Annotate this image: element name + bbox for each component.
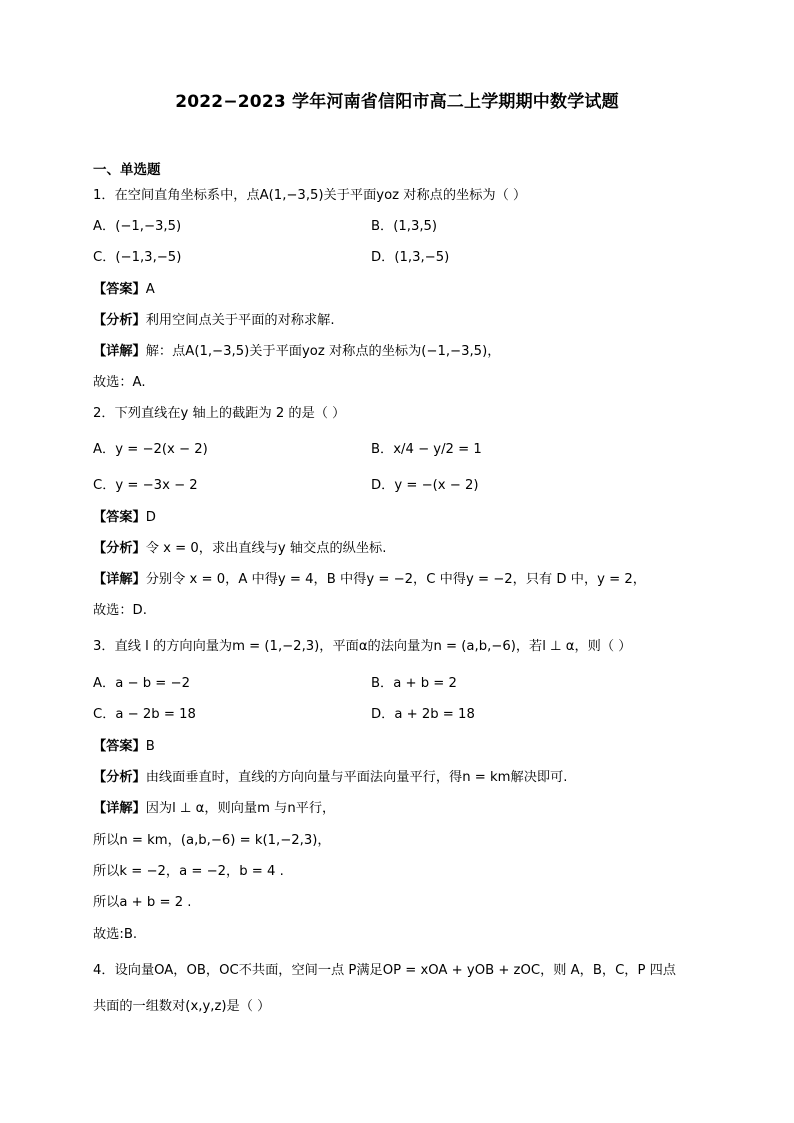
q2-analysis xyxy=(93,539,386,559)
analysis-tag: 【分析】 xyxy=(93,313,146,328)
detail-text: 分别令 x = 0，A 中得y = 4，B 中得y = −2，C 中得y = −2，只有 D 中，y = 2， xyxy=(145,572,646,587)
q2-option-b: B．x/4 − y/2 = 1 xyxy=(371,442,482,457)
analysis-tag: 【分析】 xyxy=(93,541,146,556)
answer-value: A xyxy=(145,282,155,297)
q1-analysis xyxy=(93,311,335,331)
answer-tag: 【答案】 xyxy=(93,739,146,754)
q3-analysis xyxy=(93,768,567,788)
detail-tag: 【详解】 xyxy=(93,344,146,359)
q3-option-b: B．a + b = 2 xyxy=(371,676,457,691)
q3-detail-line-3: 所以a + b = 2 . xyxy=(93,895,192,910)
q3-option-c: C．a − 2b = 18 xyxy=(93,707,196,722)
answer-tag: 【答案】 xyxy=(93,510,146,525)
q2-conclusion: 故选：D. xyxy=(93,603,147,618)
q1-stem: 1．在空间直角坐标系中，点A(1,−3,5)关于平面yoz 对称点的坐标为（ ） xyxy=(93,188,527,203)
q3-detail-line-1: 所以n = km，(a,b,−6) = k(1,−2,3)， xyxy=(93,833,331,848)
q4-stem-line-2: 共面的一组数对(x,y,z)是（ ） xyxy=(93,999,271,1014)
q1-option-c: C．(−1,3,−5) xyxy=(93,250,182,265)
q2-detail xyxy=(93,570,646,590)
q3-detail-line-2: 所以k = −2，a = −2，b = 4 . xyxy=(93,864,284,879)
detail-tag: 【详解】 xyxy=(93,572,146,587)
analysis-text: 利用空间点关于平面的对称求解. xyxy=(145,313,335,328)
q4-stem-line-1: 4．设向量OA，OB，OC不共面，空间一点 P满足OP = xOA + yOB + zOC，则 A，B，C，P 四点 xyxy=(93,963,676,978)
answer-value: D xyxy=(145,510,156,525)
q3-stem: 3．直线 l 的方向向量为m = (1,−2,3)，平面α的法向量为n = (a,b,−6)，若l ⊥ α，则（ ） xyxy=(93,639,632,654)
q3-answer xyxy=(93,737,155,757)
q2-stem: 2．下列直线在y 轴上的截距为 2 的是（ ） xyxy=(93,406,346,421)
q3-option-a: A．a − b = −2 xyxy=(93,676,190,691)
analysis-text: 由线面垂直时，直线的方向向量与平面法向量平行，得n = km解决即可. xyxy=(145,770,568,785)
q1-conclusion: 故选：A. xyxy=(93,375,146,390)
analysis-tag: 【分析】 xyxy=(93,770,146,785)
q3-option-d: D．a + 2b = 18 xyxy=(371,707,475,722)
section-heading: 一、单选题 xyxy=(93,162,161,178)
q2-option-c: C．y = −3x − 2 xyxy=(93,478,198,493)
q2-option-d: D．y = −(x − 2) xyxy=(371,478,479,493)
detail-text: 因为l ⊥ α，则向量m 与n平行， xyxy=(145,801,336,816)
q1-option-b: B．(1,3,5) xyxy=(371,219,438,234)
detail-text: 解：点A(1,−3,5)关于平面yoz 对称点的坐标为(−1,−3,5)， xyxy=(145,344,501,359)
q1-option-d: D．(1,3,−5) xyxy=(371,250,450,265)
q2-option-a: A．y = −2(x − 2) xyxy=(93,442,208,457)
answer-tag: 【答案】 xyxy=(93,282,146,297)
analysis-text: 令 x = 0，求出直线与y 轴交点的纵坐标. xyxy=(145,541,387,556)
q1-answer xyxy=(93,280,155,300)
q1-detail xyxy=(93,342,500,362)
q2-answer xyxy=(93,508,156,528)
q1-option-a: A．(−1,−3,5) xyxy=(93,219,182,234)
q3-conclusion: 故选:B. xyxy=(93,927,138,942)
detail-tag: 【详解】 xyxy=(93,801,146,816)
answer-value: B xyxy=(145,739,155,754)
q3-detail xyxy=(93,799,335,819)
document-title: 2022−2023 学年河南省信阳市高二上学期期中数学试题 xyxy=(175,92,619,112)
